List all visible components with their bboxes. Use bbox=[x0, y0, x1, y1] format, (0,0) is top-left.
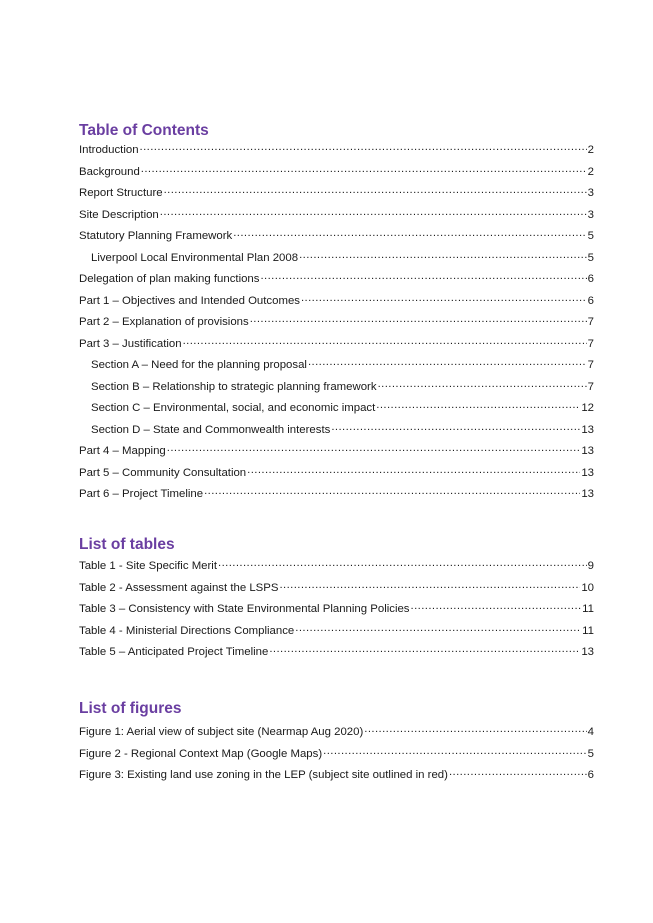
table-entry[interactable] bbox=[79, 642, 594, 664]
figures-list bbox=[79, 722, 594, 787]
dot-leader bbox=[167, 441, 581, 454]
figures-title: List of figures bbox=[79, 700, 182, 717]
entry-page: 13 bbox=[581, 488, 594, 500]
toc-entry[interactable] bbox=[79, 441, 594, 463]
dot-leader bbox=[449, 765, 587, 778]
table-entry[interactable] bbox=[79, 621, 594, 643]
entry-page: 4 bbox=[587, 726, 594, 738]
toc-subentry[interactable] bbox=[79, 248, 594, 270]
toc-entry[interactable] bbox=[79, 226, 594, 248]
entry-page: 7 bbox=[587, 316, 594, 328]
entry-label: Part 4 – Mapping bbox=[79, 445, 166, 457]
entry-label: Figure 3: Existing land use zoning in the LEP (subject site outlined in red) bbox=[79, 769, 448, 781]
dot-leader bbox=[204, 484, 580, 497]
figure-entry[interactable] bbox=[79, 722, 594, 744]
entry-label: Part 3 – Justification bbox=[79, 337, 182, 350]
entry-page: 11 bbox=[582, 603, 594, 615]
entry-label: Table 4 - Ministerial Directions Compliance bbox=[79, 624, 295, 637]
entry-page: 9 bbox=[587, 560, 594, 572]
entry-label: Statutory Planning Framework bbox=[79, 230, 233, 242]
entry-page: 12 bbox=[581, 402, 594, 414]
dot-leader bbox=[164, 183, 587, 196]
dot-leader bbox=[233, 226, 586, 239]
dot-leader bbox=[160, 205, 587, 218]
entry-label: Figure 1: Aerial view of subject site (Nearmap Aug 2020) bbox=[79, 726, 364, 738]
entry-page: 5 bbox=[587, 230, 594, 242]
table-entry[interactable] bbox=[79, 599, 594, 621]
entry-page: 6 bbox=[587, 769, 594, 781]
toc-entry[interactable] bbox=[79, 269, 594, 291]
dot-leader bbox=[183, 334, 587, 347]
figure-entry[interactable] bbox=[79, 765, 594, 787]
entry-page: 7 bbox=[587, 359, 594, 371]
toc-subentry[interactable] bbox=[79, 355, 594, 377]
entry-page: 5 bbox=[587, 747, 594, 760]
entry-page: 11 bbox=[582, 624, 594, 637]
entry-page: 7 bbox=[587, 337, 594, 350]
dot-leader bbox=[378, 377, 587, 390]
toc-entry[interactable] bbox=[79, 334, 594, 356]
dot-leader bbox=[141, 162, 587, 175]
toc-subentry[interactable] bbox=[79, 398, 594, 420]
dot-leader bbox=[364, 722, 586, 735]
tables-title: List of tables bbox=[79, 536, 175, 553]
toc-entry[interactable] bbox=[79, 162, 594, 184]
entry-page: 10 bbox=[581, 581, 594, 594]
table-entry[interactable] bbox=[79, 578, 594, 600]
entry-page: 3 bbox=[587, 208, 594, 221]
figure-entry[interactable] bbox=[79, 744, 594, 766]
dot-leader bbox=[260, 269, 586, 282]
entry-page: 7 bbox=[587, 380, 594, 393]
entry-label: Report Structure bbox=[79, 187, 163, 199]
entry-label: Introduction bbox=[79, 144, 139, 156]
entry-page: 13 bbox=[581, 423, 594, 436]
toc-entry[interactable] bbox=[79, 484, 594, 506]
entry-label: Section C – Environmental, social, and economic impact bbox=[91, 402, 376, 414]
entry-page: 13 bbox=[581, 445, 594, 457]
dot-leader bbox=[279, 578, 580, 591]
dot-leader bbox=[269, 642, 580, 655]
entry-page: 13 bbox=[581, 466, 594, 479]
entry-label: Section D – State and Commonwealth interests bbox=[91, 423, 331, 436]
dot-leader bbox=[323, 744, 587, 757]
toc-entry[interactable] bbox=[79, 463, 594, 485]
entry-label: Part 2 – Explanation of provisions bbox=[79, 316, 249, 328]
dot-leader bbox=[140, 140, 587, 153]
entry-label: Delegation of plan making functions bbox=[79, 273, 260, 285]
entry-label: Liverpool Local Environmental Plan 2008 bbox=[91, 251, 299, 264]
tables-list bbox=[79, 556, 594, 664]
dot-leader bbox=[250, 312, 587, 325]
entry-page: 2 bbox=[587, 165, 594, 178]
entry-label: Table 2 - Assessment against the LSPS bbox=[79, 581, 279, 594]
toc-entry[interactable] bbox=[79, 291, 594, 313]
entry-page: 6 bbox=[587, 294, 594, 307]
entry-page: 13 bbox=[581, 646, 594, 658]
toc-entry[interactable] bbox=[79, 140, 594, 162]
entry-page: 6 bbox=[587, 273, 594, 285]
dot-leader bbox=[295, 621, 581, 634]
entry-label: Figure 2 - Regional Context Map (Google Maps) bbox=[79, 747, 323, 760]
dot-leader bbox=[376, 398, 580, 411]
toc-subentry[interactable] bbox=[79, 420, 594, 442]
toc-title: Table of Contents bbox=[79, 122, 209, 139]
dot-leader bbox=[331, 420, 580, 433]
entry-page: 5 bbox=[587, 251, 594, 264]
entry-label: Background bbox=[79, 165, 140, 178]
toc-entry[interactable] bbox=[79, 312, 594, 334]
entry-page: 3 bbox=[587, 187, 594, 199]
dot-leader bbox=[301, 291, 587, 304]
dot-leader bbox=[218, 556, 587, 569]
entry-label: Section B – Relationship to strategic planning framework bbox=[91, 380, 377, 393]
toc-entry[interactable] bbox=[79, 205, 594, 227]
entry-label: Part 1 – Objectives and Intended Outcomes bbox=[79, 294, 300, 307]
table-entry[interactable] bbox=[79, 556, 594, 578]
toc-subentry[interactable] bbox=[79, 377, 594, 399]
entry-label: Table 5 – Anticipated Project Timeline bbox=[79, 646, 269, 658]
toc-entry[interactable] bbox=[79, 183, 594, 205]
dot-leader bbox=[411, 599, 582, 612]
entry-label: Part 6 – Project Timeline bbox=[79, 488, 204, 500]
entry-label: Section A – Need for the planning proposal bbox=[91, 359, 307, 371]
entry-label: Table 3 – Consistency with State Environmental Planning Policies bbox=[79, 603, 410, 615]
dot-leader bbox=[247, 463, 580, 476]
entry-label: Site Description bbox=[79, 208, 159, 221]
toc-list bbox=[79, 140, 594, 506]
entry-page: 2 bbox=[587, 144, 594, 156]
entry-label: Part 5 – Community Consultation bbox=[79, 466, 247, 479]
entry-label: Table 1 - Site Specific Merit bbox=[79, 560, 218, 572]
dot-leader bbox=[299, 248, 587, 261]
dot-leader bbox=[308, 355, 587, 368]
